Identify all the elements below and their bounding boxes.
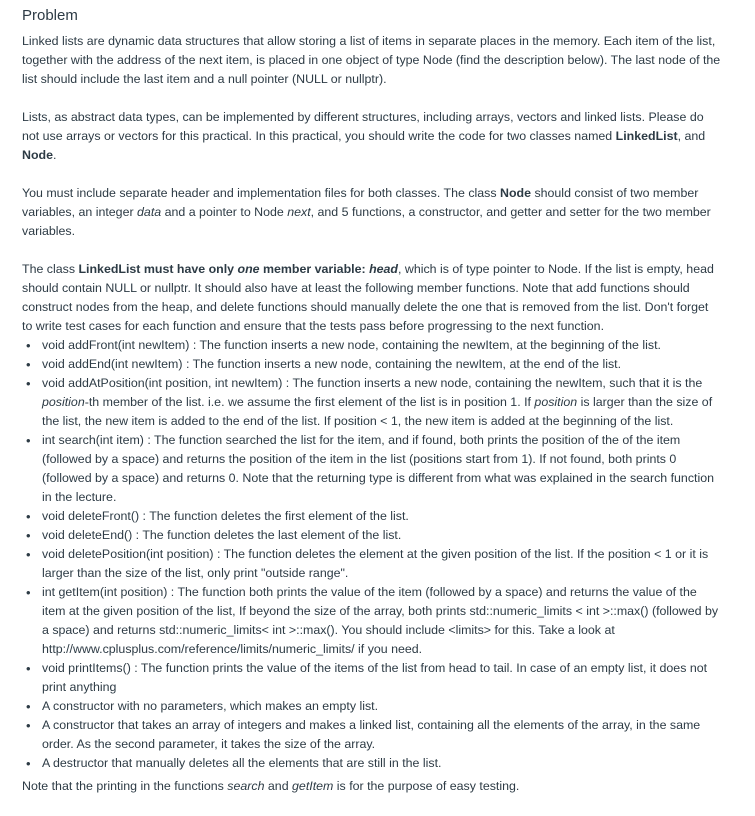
- lists-paragraph: [22, 108, 722, 165]
- function-getitem: getItem: [292, 779, 334, 793]
- text-span: Lists, as abstract data types, can be implemented by different structures, including arrays, vectors and linked lists. Please do not use arrays or vectors for this practical. In this practical, you should write the code for two classes named: [22, 110, 704, 143]
- list-item: • A constructor with no parameters, which makes an empty list.: [42, 697, 722, 716]
- footer-note: [22, 777, 722, 796]
- text-span: You must include separate header and implementation files for both classes. The class: [22, 186, 501, 200]
- page-title: Problem: [22, 7, 78, 24]
- list-item: • A constructor that takes an array of integers and makes a linked list, containing all the elements of the array, in the same order. As the second parameter, it takes the size of the array.: [42, 716, 722, 754]
- text-span: , which is of type pointer to Node. If the list is empty, head should contain NULL or nullptr. It should also have at least the following member functions. Note that add functions should construct nodes from the heap, and delete functions should manually delete the one that is removed from the list. Don't forget to write test cases for each function and ensure that the tests pass before progressing to the next function.: [22, 262, 714, 333]
- list-item: • int search(int item) : The function searched the list for the item, and if found, both prints the position of the of the item (followed by a space) and returns the position of the item in the list (positions start from 1). If not found, both prints 0 (followed by a space) and returns 0. Note that the returning type is different from what was explained in the search function in the lecture.: [42, 431, 722, 507]
- text-span: void addAtPosition(int position, int newItem) : The function inserts a new node, containing the newItem, such that it is the: [42, 376, 703, 390]
- list-item: • void addFront(int newItem) : The function inserts a new node, containing the newItem, at the beginning of the list.: [42, 336, 722, 355]
- list-item: • void addEnd(int newItem) : The function inserts a new node, containing the newItem, at the end of the list.: [42, 355, 722, 374]
- class-name-linkedlist: LinkedList: [615, 129, 678, 143]
- intro-paragraph: Linked lists are dynamic data structures that allow storing a list of items in separate places in the memory. Each item of the list, together with the address of the next item, is placed in one object of type Node (find the description below). The last node of the list should include the last item and a null pointer (NULL or nullptr).: [22, 34, 721, 86]
- node-paragraph: [22, 184, 722, 241]
- list-item: • void deleteFront() : The function deletes the first element of the list.: [42, 507, 722, 526]
- list-item: • void printItems() : The function prints the value of the items of the list from head to tail. In case of an empty list, it does not print anything: [42, 659, 722, 697]
- text-span: member variable:: [259, 262, 370, 276]
- text-span: , and: [677, 129, 706, 143]
- list-item: • A destructor that manually deletes all the elements that are still in the list.: [42, 754, 722, 773]
- function-list: [22, 336, 722, 773]
- text-span: should consist of two member variables, an integer: [22, 186, 699, 219]
- member-next: next: [287, 205, 311, 219]
- text-span: -th member of the list. i.e. we assume the first element of the list is in position 1. If: [84, 395, 535, 409]
- text-span: and: [264, 779, 293, 793]
- class-name-node: Node: [22, 148, 53, 162]
- list-item: • int getItem(int position) : The function both prints the value of the item (followed by a space) and returns the value of the item at the given position of the list, If beyond the size of the array, both prints std::numeric_limits < int >::max() (followed by a space) and returns std::numeric_limits< int >::max(). You should include <limits> for this. Take a look at http://www.cplusplus.com/reference/limits/numeric_limits/ if you need.: [42, 583, 722, 659]
- text-span: , and 5 functions, a constructor, and getter and setter for the two member variables.: [22, 205, 711, 238]
- text-span: and a pointer to Node: [161, 205, 288, 219]
- linkedlist-requirement: [78, 262, 398, 276]
- list-item: • void deleteEnd() : The function deletes the last element of the list.: [42, 526, 722, 545]
- member-data: data: [137, 205, 162, 219]
- member-head: head: [369, 262, 398, 276]
- text-span: LinkedList must have only: [78, 262, 238, 276]
- list-item: • void deletePosition(int position) : The function deletes the element at the given position of the list. If the position < 1 or it is larger than the size of the list, only print "outside range".: [42, 545, 722, 583]
- list-item: [42, 374, 722, 431]
- linkedlist-paragraph: [22, 260, 722, 336]
- emphasis-one: one: [237, 262, 260, 276]
- text-span: The class: [22, 262, 79, 276]
- text-span: .: [52, 148, 57, 162]
- text-span: is for the purpose of easy testing.: [333, 779, 520, 793]
- class-name-node: Node: [500, 186, 531, 200]
- text-span: Note that the printing in the functions: [22, 779, 228, 793]
- text-span: is larger than the size of the list, the new item is added to the end of the list. If position < 1, the new item is added at the beginning of the list.: [42, 395, 713, 428]
- param-position: position: [42, 395, 85, 409]
- function-search: search: [227, 779, 265, 793]
- param-position: position: [534, 395, 578, 409]
